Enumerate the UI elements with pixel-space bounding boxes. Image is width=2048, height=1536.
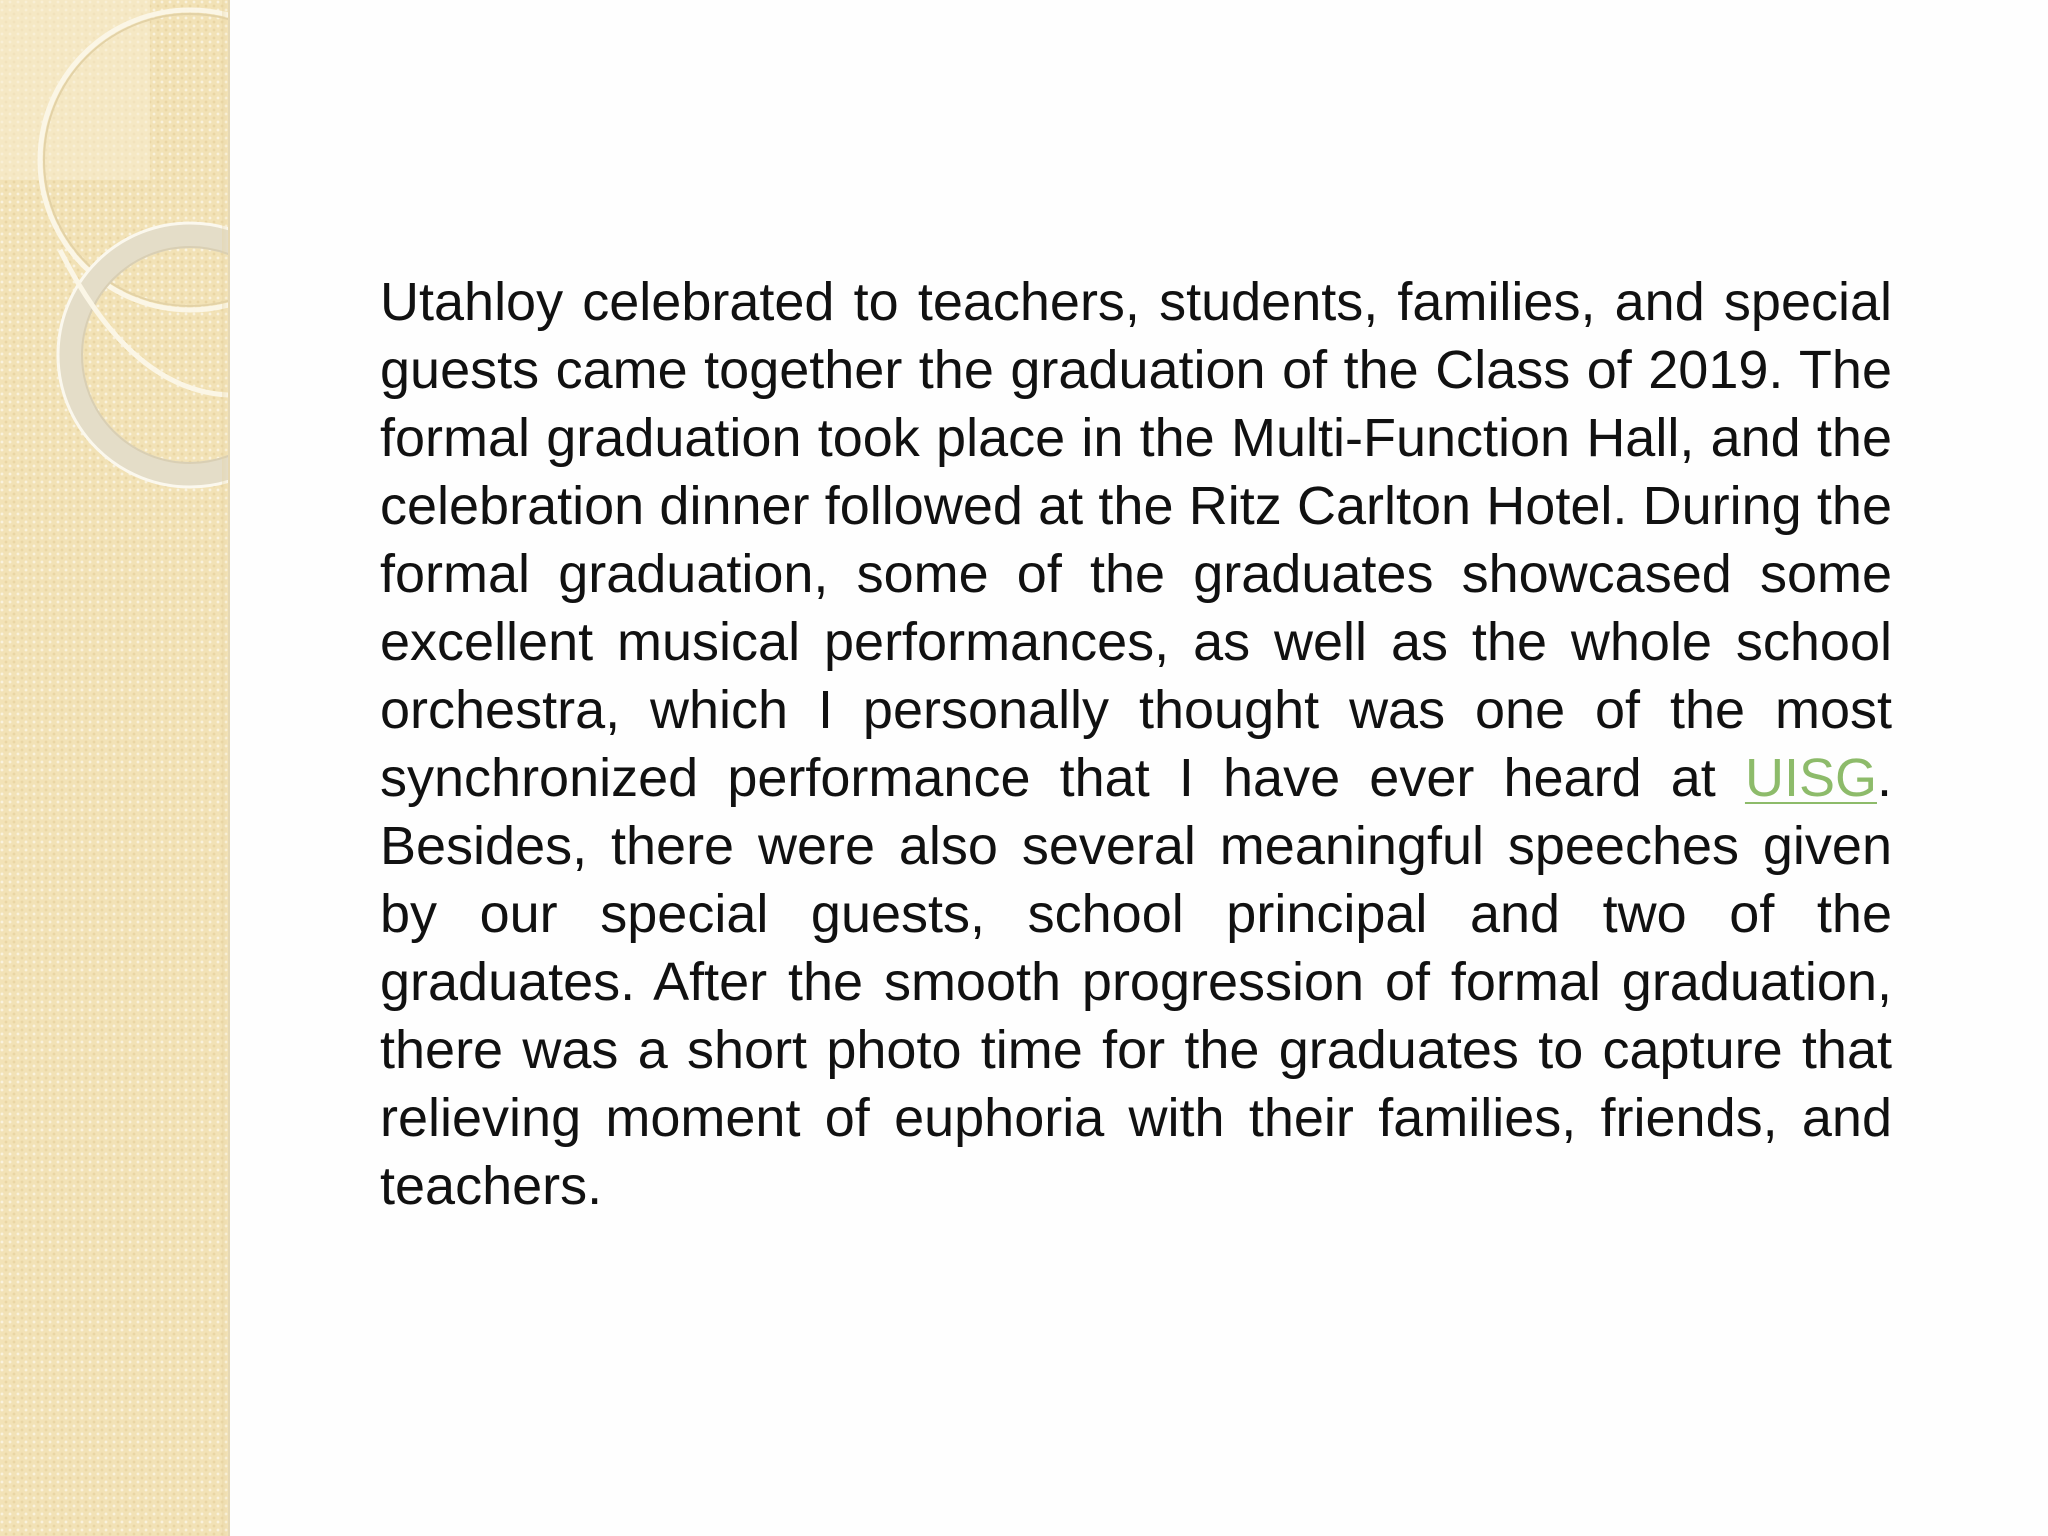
decorative-side-panel [0,0,230,1536]
ring-ornament-icon [0,0,228,520]
body-paragraph [380,268,1892,1220]
uisg-link[interactable]: UISG [1744,748,1877,808]
paragraph-text-start: Utahloy celebrated to teachers, students, families, and special guests came together the graduation of the Class of 2019. The formal graduation took place in the Multi-Function Hall, and the celebration dinner followed at the Ritz Carlton Hotel. During the formal graduation, some of the graduates showcased some excellent musical performances, as well as the whole school orchestra, which I personally thought was one of the most synchronized performance that I have ever heard at [380,272,1892,808]
paragraph-text-end: . Besides, there were also several meaningful speeches given by our special guests, school principal and two of the graduates. After the smooth progression of formal graduation, there was a short photo time for the graduates to capture that relieving moment of euphoria with their families, friends, and teachers. [380,748,1892,1216]
